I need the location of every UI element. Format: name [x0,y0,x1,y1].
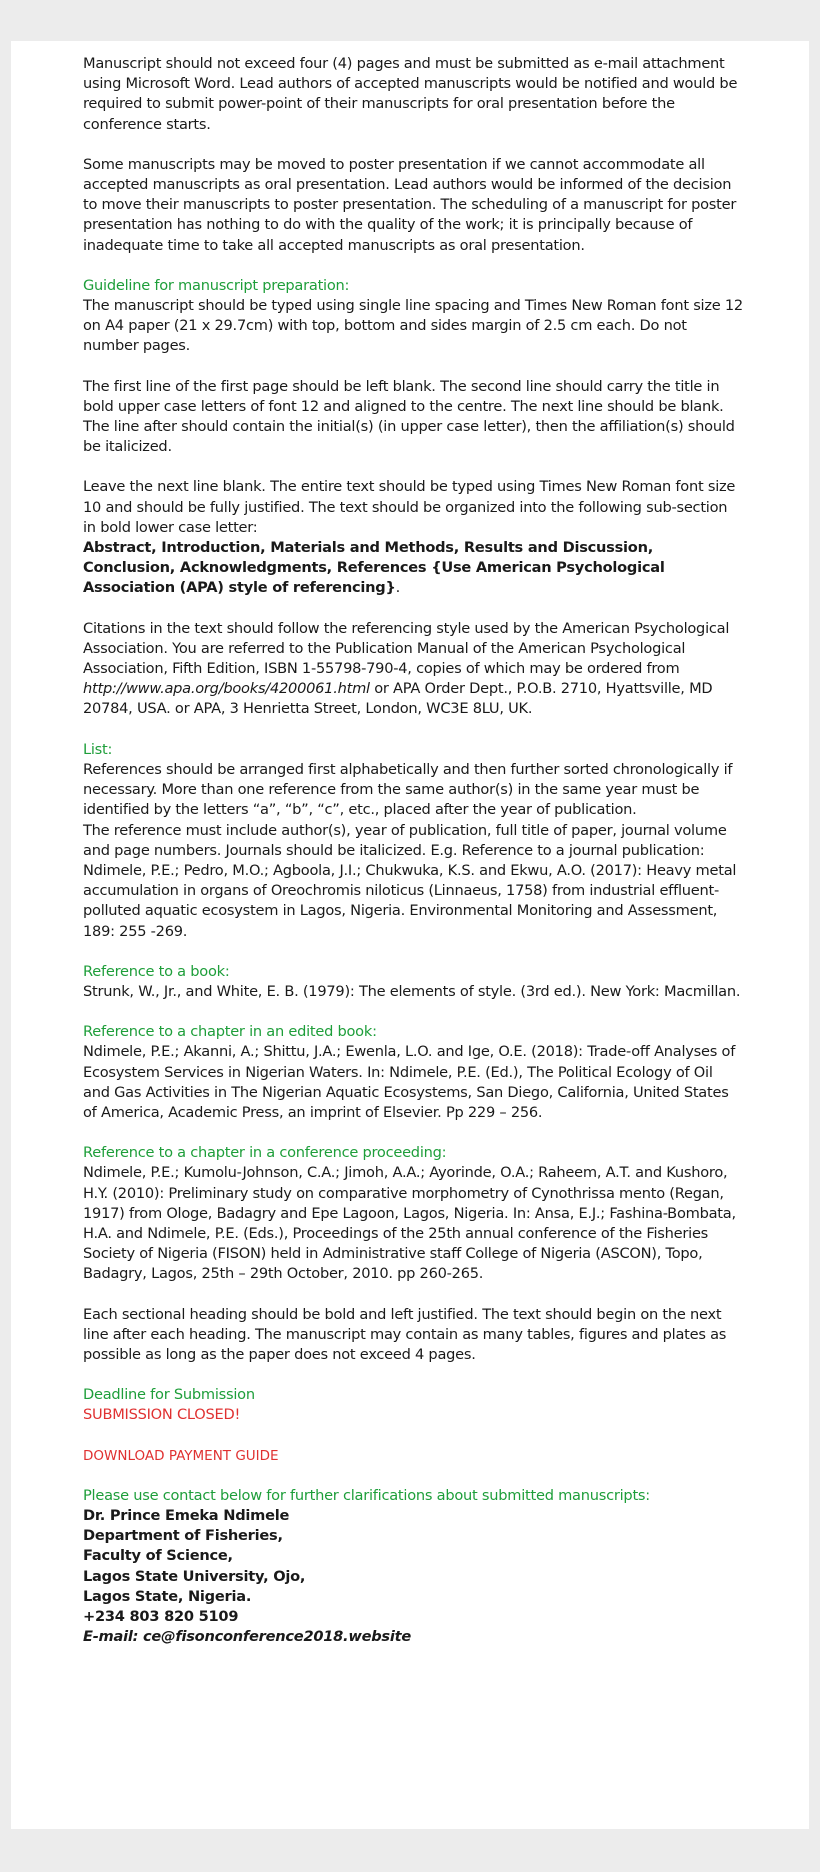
intro-paragraph-2: Some manuscripts may be moved to poster presentation if we cannot accommodate all accepted manuscripts as oral presentation. Lead authors would be informed of the decision to move their manuscripts to poster presentation. The scheduling of a manuscript for poster presentation has nothing to do with the quality of the work; it is principally because of inadequate time to take all accepted manuscripts as oral presentation. [83,155,737,254]
download-payment-guide-link[interactable]: DOWNLOAD PAYMENT GUIDE [83,1447,279,1464]
guideline-paragraph-1: The manuscript should be typed using single line spacing and Times New Roman font size 12 on A4 paper (21 x 29.7cm) with top, bottom and sides margin of 2.5 cm each. Do not number pages. [83,297,743,355]
closing-paragraph: Each sectional heading should be bold and left justified. The text should begin on the next line after each heading. The manuscript may contain as many tables, figures and plates as possible as long as the paper does not exceed 4 pages. [83,1305,727,1363]
proceeding-heading: Reference to a chapter in a conference proceeding: [83,1144,447,1162]
proceeding-reference: Ndimele, P.E.; Kumolu-Johnson, C.A.; Jimoh, A.A.; Ayorinde, O.A.; Raheem, A.T. and Kushoro, H.Y. (2010): Preliminary study on comparative morphometry of Cynothrissa mento (Regan, 1917) from Ologe, Badagry and Epe Lagoon, Lagos, Nigeria. In: Ansa, E.J.; Fashina-Bombata, H.A. and Ndimele, P.E. (Eds.), Proceedings of the 25th annual conference of the Fisheries Society of Nigeria (FISON) held in Administrative staff College of Nigeria (ASCON), Topo, Badagry, Lagos, 25th – 29th October, 2010. pp 260-265. [83,1164,736,1283]
citation-text-end: or APA Order Dept., P.O.B. 2710, Hyattsville, MD 20784, USA. or APA, 3 Henrietta Street, London, WC3E 8LU, UK. [83,680,713,718]
contact-state: Lagos State, Nigeria. [83,1587,252,1605]
subsection-list: Abstract, Introduction, Materials and Methods, Results and Discussion, Conclusion, Acknowledgments, References {Use American Psychological Association (APA) style of referencing} [83,539,665,597]
book-heading: Reference to a book: [83,962,230,980]
list-paragraph-1: References should be arranged first alphabetically and then further sorted chronologically if necessary. More than one reference from the same author(s) in the same year must be identified by the letters “a”, “b”, “c”, etc., placed after the year of publication. [83,760,733,819]
contact-block [83,1506,743,1647]
contact-email[interactable]: E-mail: ce@fisonconference2018.website [83,1628,411,1646]
contact-phone: +234 803 820 5109 [83,1608,239,1625]
chapter-heading: Reference to a chapter in an edited book: [83,1023,377,1041]
contact-faculty: Faculty of Science, [83,1547,233,1565]
document-page [11,41,809,1829]
guideline-paragraph-2: The first line of the first page should be left blank. The second line should carry the title in bold upper case letters of font 12 and aligned to the centre. The next line should be blank. The line after should contain the initial(s) (in upper case letter), then the affiliation(s) should be italicized. [83,377,735,456]
book-reference: Strunk, W., Jr., and White, E. B. (1979): The elements of style. (3rd ed.). New York: Macmillan. [83,982,741,1000]
guideline-subsections [83,538,743,599]
contact-heading: Please use contact below for further clarifications about submitted manuscripts: [83,1486,650,1504]
contact-department: Department of Fisheries, [83,1527,283,1545]
list-heading: List: [83,740,113,758]
citation-paragraph [83,619,743,720]
guideline-paragraph-3: Leave the next line blank. The entire text should be typed using Times New Roman font size 10 and should be fully justified. The text should be organized into the following sub-section in bold lower case letter: [83,478,736,536]
deadline-heading: Deadline for Submission [83,1386,255,1404]
contact-name: Dr. Prince Emeka Ndimele [83,1506,290,1524]
apa-link[interactable]: http://www.apa.org/books/4200061.html [83,680,370,698]
subsection-period: . [395,579,400,597]
intro-paragraph-1: Manuscript should not exceed four (4) pages and must be submitted as e-mail attachment using Microsoft Word. Lead authors of accepted manuscripts would be notified and would be required to submit power-point of their manuscripts for oral presentation before the conference starts. [83,55,738,133]
list-paragraph-2: The reference must include author(s), year of publication, full title of paper, journal volume and page numbers. Journals should be italicized. E.g. Reference to a journal publication: Ndimele, P.E.; Pedro, M.O.; Agboola, J.I.; Chukwuka, K.S. and Ekwu, A.O. (2017): Heavy metal accumulation in organs of Oreochromis niloticus (Linnaeus, 1758) from industrial effluent-polluted aquatic ecosystem in Lagos, Nigeria. Environmental Monitoring and Assessment, 189: 255 -269. [83,821,737,940]
guideline-heading: Guideline for manuscript preparation: [83,276,350,294]
contact-university: Lagos State University, Ojo, [83,1567,306,1585]
chapter-reference: Ndimele, P.E.; Akanni, A.; Shittu, J.A.; Ewenla, L.O. and Ige, O.E. (2018): Trade-off Analyses of Ecosystem Services in Nigerian Waters. In: Ndimele, P.E. (Ed.), The Political Ecology of Oil and Gas Activities in The Nigerian Aquatic Ecosystems, San Diego, California, United States of America, Academic Press, an imprint of Elsevier. Pp 229 – 256. [83,1043,736,1121]
citation-text-start: Citations in the text should follow the referencing style used by the American Psychological Association. You are referred to the Publication Manual of the American Psychological Association, Fifth Edition, ISBN 1-55798-790-4, copies of which may be ordered from [83,619,730,678]
submission-status: SUBMISSION CLOSED! [83,1406,241,1424]
